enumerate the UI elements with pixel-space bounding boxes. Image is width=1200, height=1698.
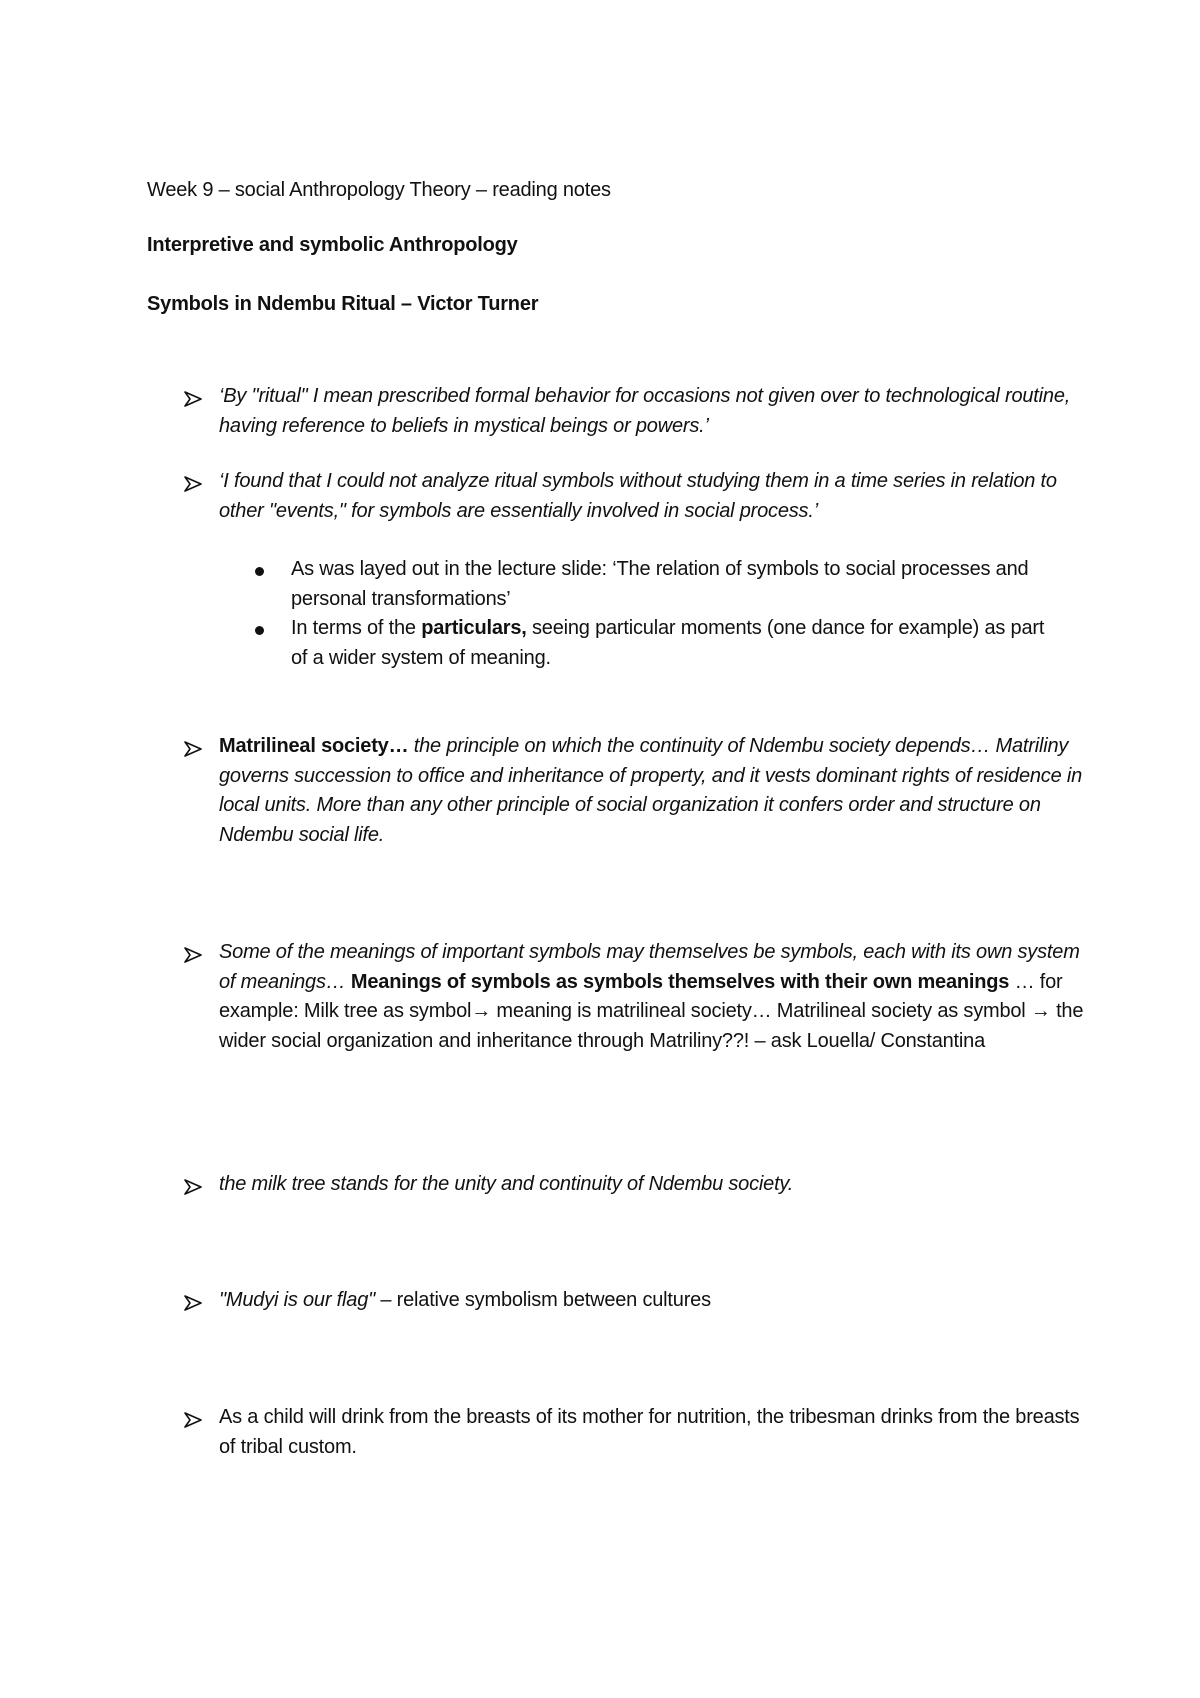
bullet-ritual-quote: ‘By "ritual" I mean prescribed formal behavior for occasions not given over to technological routine, having reference to beliefs in mystical beings or powers.’ xyxy=(219,385,1071,437)
arrowhead-bullet-icon xyxy=(184,390,202,408)
arrowhead-bullet-icon xyxy=(184,1294,202,1312)
bullet-meanings-of-symbols: Some of the meanings of important symbols may themselves be symbols, each with its own system of meanings… Meanings of symbols as symbols themselves with their own meanings … for example: Milk tree as symbol→ meaning is matrilineal society… Matrilineal society as symbol → the wider social organization and inheritance through Matriliny??! – ask Louella/ Constantina xyxy=(219,941,1084,1052)
arrowhead-bullet-icon xyxy=(184,946,202,964)
arrowhead-bullet-icon xyxy=(184,1411,202,1429)
subbullet-particulars: In terms of the particulars, seeing particular moments (one dance for example) as part of a wider system of meaning. xyxy=(291,617,1045,669)
bullet-milk-tree: the milk tree stands for the unity and continuity of Ndembu society. xyxy=(219,1173,794,1195)
subbullet-lecture-slide: As was layed out in the lecture slide: ‘The relation of symbols to social processes and personal transformations’ xyxy=(291,558,1029,610)
bullet-matrilineal-society: Matrilineal society… the principle on which the continuity of Ndembu society depends… Matriliny governs succession to office and inheritance of property, and it vests dominant rights of residence in local units. More than any other principle of social organization it confers order and structure on Ndembu social life. xyxy=(219,735,1083,846)
filled-dot-icon xyxy=(255,567,264,576)
document-title: Week 9 – social Anthropology Theory – reading notes xyxy=(147,179,611,201)
right-arrow-icon: → xyxy=(1030,1000,1051,1022)
bullet-tribal-custom: As a child will drink from the breasts of its mother for nutrition, the tribesman drinks from the breasts of tribal custom. xyxy=(219,1406,1080,1458)
bullet-mudyi-flag: "Mudyi is our flag" – relative symbolism between cultures xyxy=(219,1289,711,1311)
arrowhead-bullet-icon xyxy=(184,475,202,493)
right-arrow-icon: → xyxy=(471,1000,492,1022)
arrowhead-bullet-icon xyxy=(184,740,202,758)
arrowhead-bullet-icon xyxy=(184,1178,202,1196)
reading-heading: Symbols in Ndembu Ritual – Victor Turner xyxy=(147,293,539,315)
filled-dot-icon xyxy=(255,626,264,635)
section-heading: Interpretive and symbolic Anthropology xyxy=(147,234,518,256)
bullet-time-series-quote: ‘I found that I could not analyze ritual symbols without studying them in a time series in relation to other "events," for symbols are essentially involved in social process.’ xyxy=(219,470,1057,522)
